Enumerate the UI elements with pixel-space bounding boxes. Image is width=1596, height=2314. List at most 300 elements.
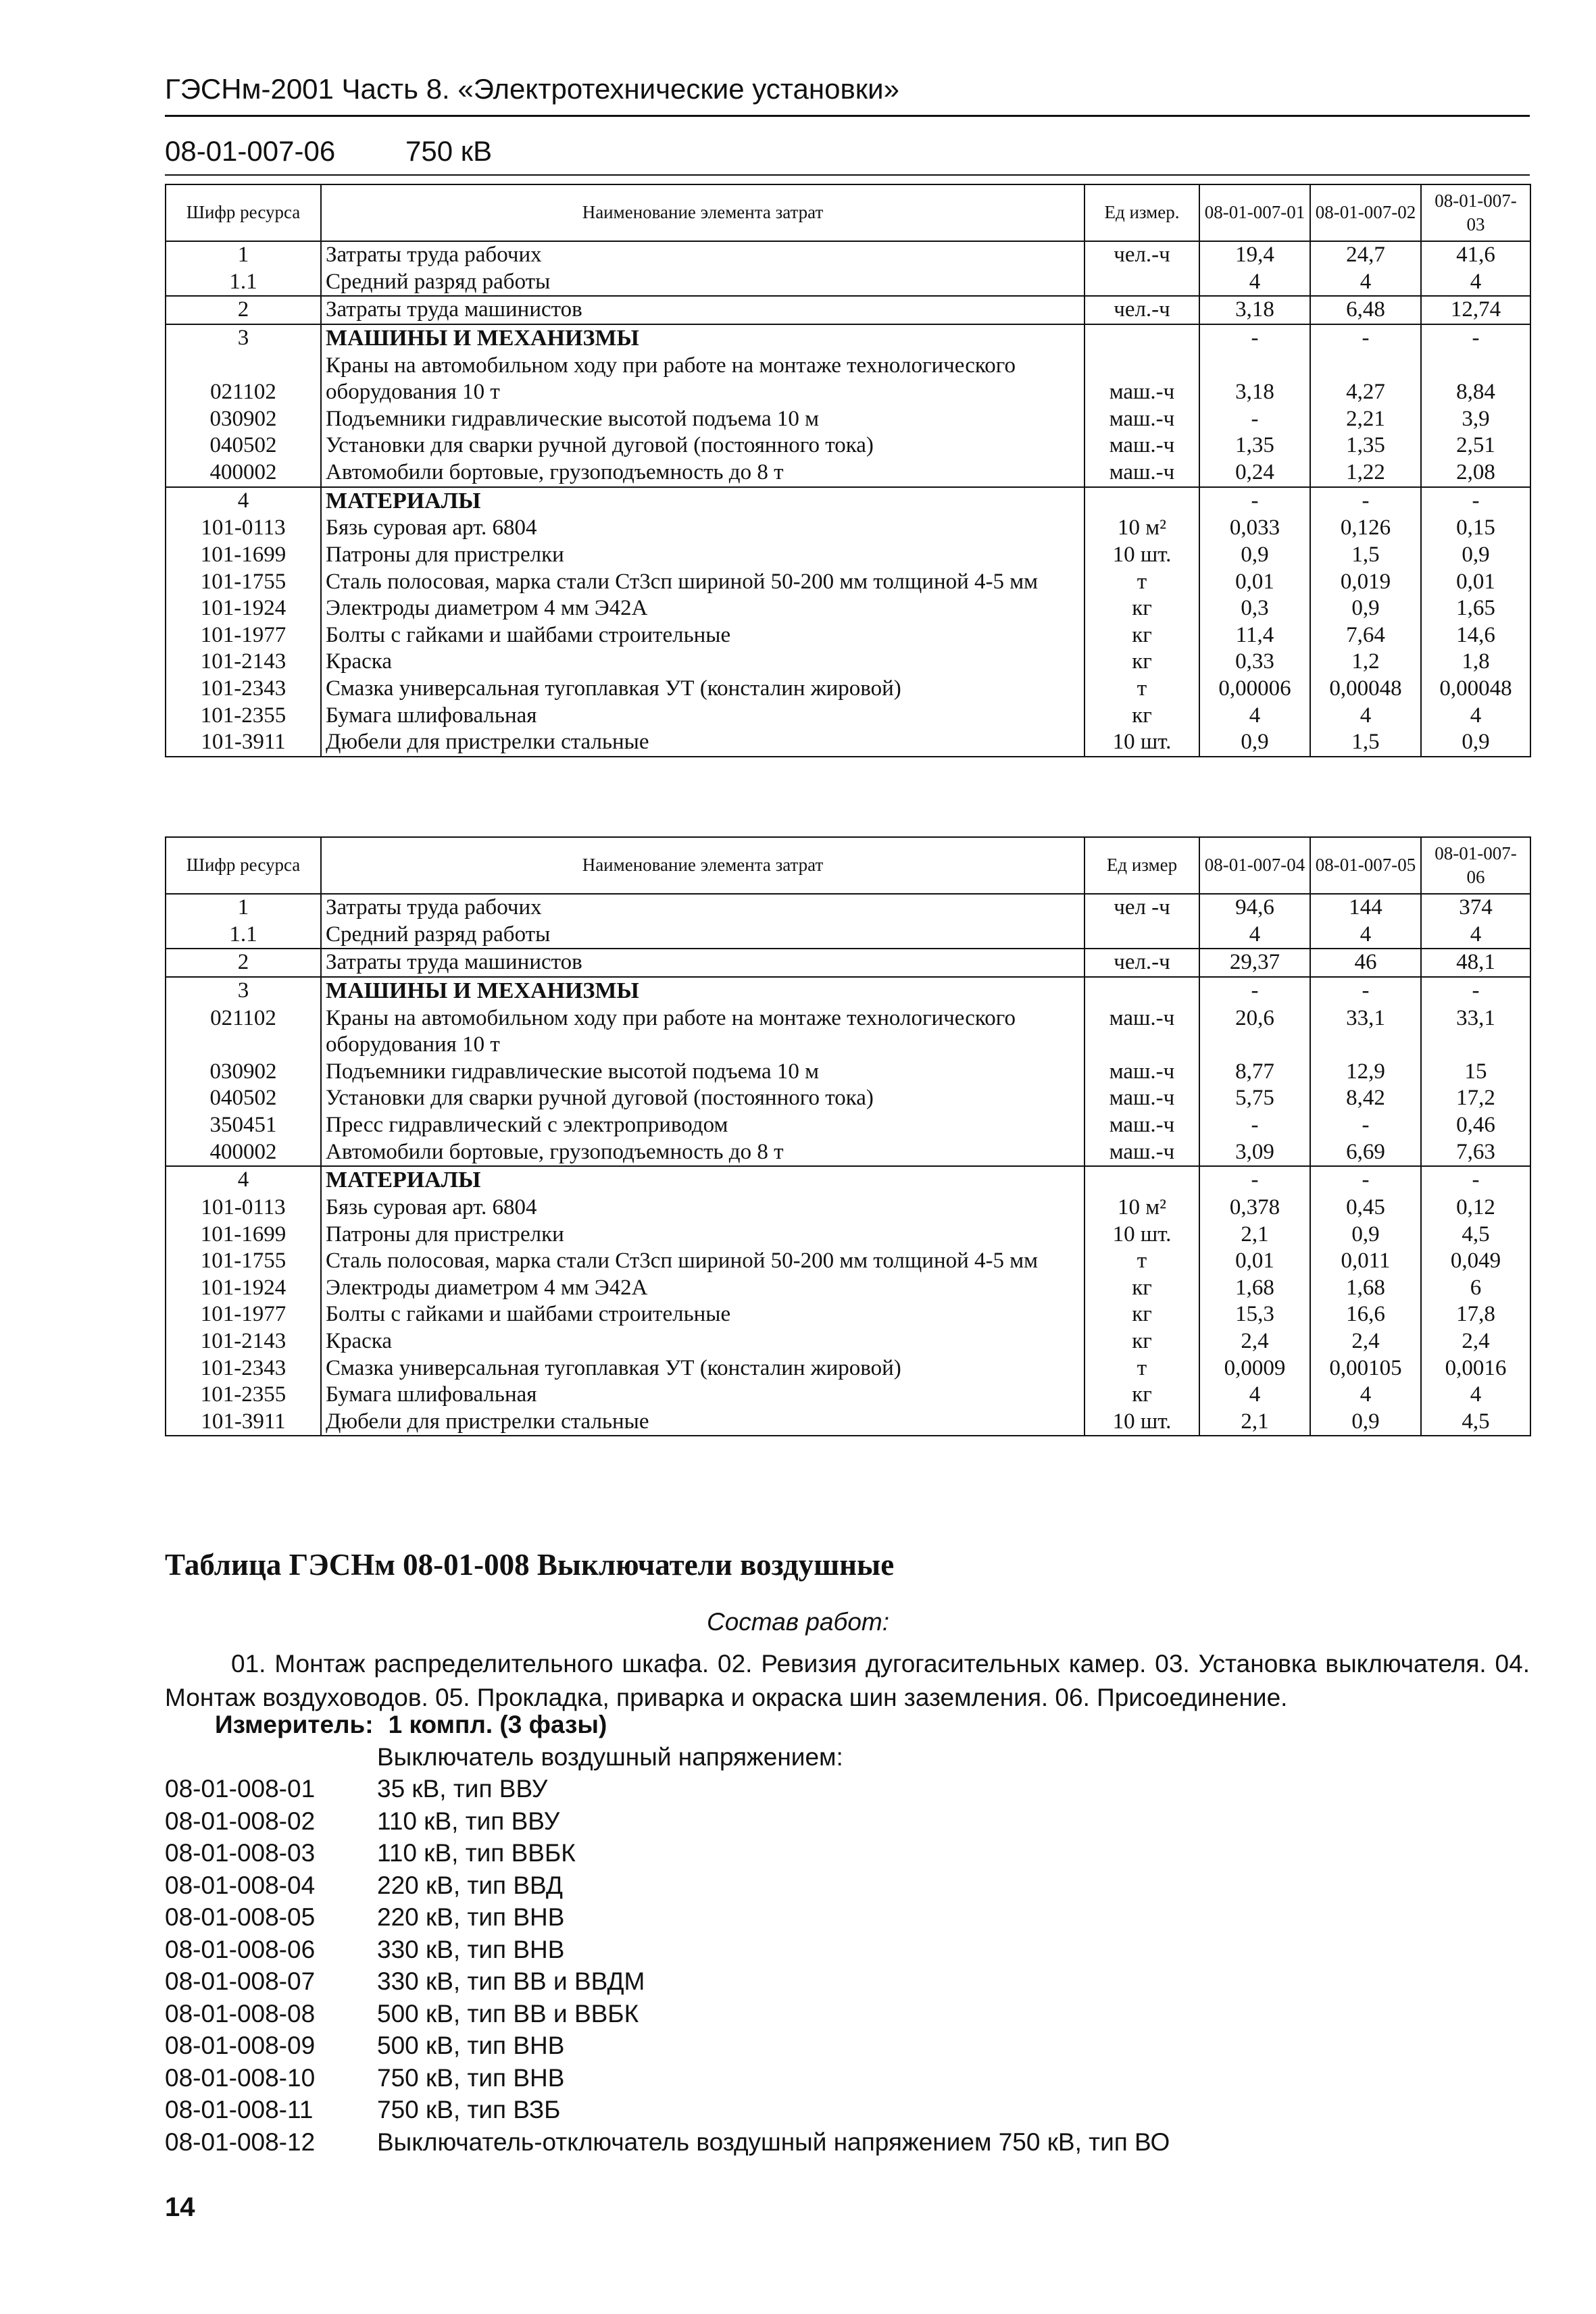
unit-cell <box>1084 1166 1199 1194</box>
cost-name-cell: Бумага шлифовальная <box>321 1382 1084 1409</box>
value-cell: 2,4 <box>1421 1328 1530 1355</box>
value-cell: 94,6 <box>1199 894 1310 922</box>
resource-code-cell: 101-1924 <box>166 595 321 622</box>
value-cell: - <box>1199 406 1310 433</box>
resource-code-cell: 101-1924 <box>166 1275 321 1302</box>
value-cell: 3,18 <box>1199 296 1310 324</box>
value-cell: 0,9 <box>1199 729 1310 757</box>
cost-name-cell: МАТЕРИАЛЫ <box>321 487 1084 515</box>
unit-cell: маш.-ч <box>1084 1005 1199 1059</box>
cost-name-cell: Автомобили бортовые, грузоподъемность до 8 т <box>321 459 1084 487</box>
subtable-voltage: 750 кВ <box>405 135 493 167</box>
list-item <box>165 1871 1170 1904</box>
cost-name-cell: Установки для сварки ручной дуговой (постоянного тока) <box>321 432 1084 459</box>
value-cell: 4,5 <box>1421 1222 1530 1249</box>
value-cell: 0,12 <box>1421 1194 1530 1222</box>
table-row <box>166 949 1530 977</box>
value-cell: - <box>1310 487 1421 515</box>
unit-cell: кг <box>1084 1382 1199 1409</box>
cost-name-cell: Краска <box>321 649 1084 676</box>
item-text: 110 кВ, тип ВВУ <box>377 1807 560 1835</box>
value-cell: 2,21 <box>1310 406 1421 433</box>
unit-cell: кг <box>1084 703 1199 730</box>
resource-code-cell: 101-1977 <box>166 622 321 649</box>
cost-name-cell: Краны на автомобильном ходу при работе на монтаже технологического оборудования 10 т <box>321 1005 1084 1059</box>
table-row <box>166 1275 1530 1302</box>
cost-name-cell: Затраты труда машинистов <box>321 949 1084 977</box>
item-code: 08-01-008-05 <box>165 1903 316 1931</box>
value-cell: 0,9 <box>1199 542 1310 569</box>
value-cell: 0,019 <box>1310 569 1421 596</box>
unit-cell: маш.-ч <box>1084 353 1199 406</box>
list-item <box>165 2000 1170 2032</box>
list-item <box>165 1936 1170 1968</box>
table-row <box>166 1248 1530 1275</box>
resource-code-cell: 101-1755 <box>166 1248 321 1275</box>
value-cell: 6,48 <box>1310 296 1421 324</box>
value-cell: 0,011 <box>1310 1248 1421 1275</box>
table-row <box>166 432 1530 459</box>
unit-cell: кг <box>1084 1328 1199 1355</box>
table-row <box>166 406 1530 433</box>
cost-name-cell: Краны на автомобильном ходу при работе на монтаже технологического оборудования 10 т <box>321 353 1084 406</box>
value-cell: - <box>1310 1112 1421 1139</box>
table-row <box>166 1194 1530 1222</box>
table-row <box>166 324 1530 353</box>
value-cell: 0,33 <box>1199 649 1310 676</box>
cost-name-cell: Смазка универсальная тугоплавкая УТ (консталин жировой) <box>321 676 1084 703</box>
cost-name-cell: МАШИНЫ И МЕХАНИЗМЫ <box>321 324 1084 353</box>
value-cell: 0,9 <box>1421 542 1530 569</box>
value-cell: - <box>1199 1112 1310 1139</box>
value-cell: 2,1 <box>1199 1222 1310 1249</box>
table-row <box>166 269 1530 297</box>
value-cell: 4 <box>1199 1382 1310 1409</box>
unit-cell <box>1084 977 1199 1005</box>
cost-name-cell: МАШИНЫ И МЕХАНИЗМЫ <box>321 977 1084 1005</box>
measurer-value: 1 компл. (3 фазы) <box>388 1711 607 1738</box>
value-cell: 16,6 <box>1310 1301 1421 1328</box>
cost-name-cell: Дюбели для пристрелки стальные <box>321 729 1084 757</box>
value-cell: 4 <box>1310 922 1421 949</box>
value-cell: 0,9 <box>1310 595 1421 622</box>
resource-code-cell: 101-1755 <box>166 569 321 596</box>
value-cell: 15,3 <box>1199 1301 1310 1328</box>
cost-name-cell: Средний разряд работы <box>321 922 1084 949</box>
resource-code-cell: 1 <box>166 894 321 922</box>
item-code: 08-01-008-06 <box>165 1935 316 1963</box>
unit-cell: маш.-ч <box>1084 1059 1199 1086</box>
table-row <box>166 459 1530 487</box>
table-row <box>166 1409 1530 1436</box>
value-cell: 1,8 <box>1421 649 1530 676</box>
unit-cell: маш.-ч <box>1084 459 1199 487</box>
value-cell: 8,84 <box>1421 353 1530 406</box>
value-cell: 4 <box>1421 922 1530 949</box>
value-cell: 1,68 <box>1199 1275 1310 1302</box>
table-row <box>166 1005 1530 1059</box>
list-item <box>165 2128 1170 2161</box>
resource-code-cell: 030902 <box>166 1059 321 1086</box>
value-cell: - <box>1421 487 1530 515</box>
value-cell: 0,24 <box>1199 459 1310 487</box>
cost-name-cell: Бязь суровая арт. 6804 <box>321 1194 1084 1222</box>
value-cell: 0,01 <box>1421 569 1530 596</box>
value-cell: 19,4 <box>1199 241 1310 269</box>
value-cell: 11,4 <box>1199 622 1310 649</box>
value-cell: 8,42 <box>1310 1085 1421 1112</box>
resource-code-cell: 101-2143 <box>166 649 321 676</box>
value-cell: 0,01 <box>1199 569 1310 596</box>
unit-cell: маш.-ч <box>1084 432 1199 459</box>
unit-cell: кг <box>1084 1301 1199 1328</box>
value-cell: 17,2 <box>1421 1085 1530 1112</box>
item-text: 110 кВ, тип ВВБК <box>377 1839 576 1867</box>
unit-cell: 10 м² <box>1084 1194 1199 1222</box>
cost-name-cell: Сталь полосовая, марка стали Ст3сп шириной 50-200 мм толщиной 4-5 мм <box>321 1248 1084 1275</box>
unit-cell <box>1084 324 1199 353</box>
value-cell: 46 <box>1310 949 1421 977</box>
value-cell: 6,69 <box>1310 1139 1421 1167</box>
cost-name-cell: Электроды диаметром 4 мм Э42А <box>321 595 1084 622</box>
value-cell: - <box>1199 1166 1310 1194</box>
cost-name-cell: Болты с гайками и шайбами строительные <box>321 622 1084 649</box>
value-cell: 1,35 <box>1199 432 1310 459</box>
value-cell: 1,2 <box>1310 649 1421 676</box>
table-row <box>166 676 1530 703</box>
value-cell: 1,68 <box>1310 1275 1421 1302</box>
value-cell: 48,1 <box>1421 949 1530 977</box>
cost-name-cell: Подъемники гидравлические высотой подъема 10 м <box>321 406 1084 433</box>
resource-code-cell: 021102 <box>166 353 321 406</box>
item-code: 08-01-008-01 <box>165 1775 316 1803</box>
value-cell: - <box>1310 324 1421 353</box>
table-row <box>166 1112 1530 1139</box>
header-norm-6: 08-01-007-06 <box>1421 837 1530 894</box>
cost-name-cell: Средний разряд работы <box>321 269 1084 297</box>
unit-cell: кг <box>1084 595 1199 622</box>
cost-name-cell: Дюбели для пристрелки стальные <box>321 1409 1084 1436</box>
unit-cell: 10 шт. <box>1084 1409 1199 1436</box>
value-cell: 0,9 <box>1310 1222 1421 1249</box>
value-cell: 5,75 <box>1199 1085 1310 1112</box>
value-cell: 1,22 <box>1310 459 1421 487</box>
header-resource-code: Шифр ресурса <box>166 184 321 241</box>
unit-cell: чел -ч <box>1084 894 1199 922</box>
table-row <box>166 649 1530 676</box>
table-row <box>166 542 1530 569</box>
resource-code-cell: 101-1699 <box>166 1222 321 1249</box>
cost-name-cell: Автомобили бортовые, грузоподъемность до 8 т <box>321 1139 1084 1167</box>
table-row <box>166 1301 1530 1328</box>
resource-code-cell: 101-3911 <box>166 729 321 757</box>
item-code: 08-01-008-08 <box>165 1999 316 2028</box>
value-cell: 0,00105 <box>1310 1355 1421 1382</box>
work-composition-text: 01. Монтаж распределительного шкафа. 02. Ревизия дугогасительных камер. 03. Установка выключателя. 04. Монтаж воздуховодов. 05. Прокладка, приварка и окраска шин заземления. 06. Присоединение. <box>165 1650 1530 1711</box>
value-cell: 0,378 <box>1199 1194 1310 1222</box>
resource-code-cell: 101-2355 <box>166 1382 321 1409</box>
cost-name-cell: Установки для сварки ручной дуговой (постоянного тока) <box>321 1085 1084 1112</box>
value-cell: 4 <box>1421 703 1530 730</box>
page-number: 14 <box>165 2192 195 2222</box>
header-norm-5: 08-01-007-05 <box>1310 837 1421 894</box>
value-cell: 33,1 <box>1421 1005 1530 1059</box>
item-text: 220 кВ, тип ВНВ <box>377 1903 565 1931</box>
header-unit: Ед измер. <box>1084 184 1199 241</box>
resource-code-cell: 040502 <box>166 1085 321 1112</box>
resource-code-cell: 3 <box>166 977 321 1005</box>
item-text: 330 кВ, тип ВВ и ВВДМ <box>377 1967 645 1995</box>
item-text: 35 кВ, тип ВВУ <box>377 1775 548 1803</box>
cost-name-cell: Смазка универсальная тугоплавкая УТ (консталин жировой) <box>321 1355 1084 1382</box>
resource-code-cell: 4 <box>166 487 321 515</box>
unit-cell: 10 шт. <box>1084 542 1199 569</box>
value-cell: 2,51 <box>1421 432 1530 459</box>
value-cell: 0,033 <box>1199 515 1310 542</box>
table-row <box>166 1355 1530 1382</box>
cost-name-cell: Пресс гидравлический с электроприводом <box>321 1112 1084 1139</box>
value-cell: - <box>1310 1166 1421 1194</box>
value-cell: - <box>1421 977 1530 1005</box>
value-cell: 2,4 <box>1310 1328 1421 1355</box>
item-text: 330 кВ, тип ВНВ <box>377 1935 565 1963</box>
unit-cell: т <box>1084 676 1199 703</box>
header-resource-code: Шифр ресурса <box>166 837 321 894</box>
value-cell: 0,45 <box>1310 1194 1421 1222</box>
unit-cell <box>1084 269 1199 297</box>
table-row <box>166 1328 1530 1355</box>
header-norm-1: 08-01-007-01 <box>1199 184 1310 241</box>
value-cell: - <box>1199 324 1310 353</box>
value-cell: 0,9 <box>1310 1409 1421 1436</box>
value-cell: 4,27 <box>1310 353 1421 406</box>
value-cell: 7,64 <box>1310 622 1421 649</box>
item-code: 08-01-008-10 <box>165 2063 316 2092</box>
value-cell: 12,74 <box>1421 296 1530 324</box>
resource-table-2 <box>165 836 1531 1436</box>
cost-name-cell: Электроды диаметром 4 мм Э42А <box>321 1275 1084 1302</box>
resource-code-cell: 2 <box>166 949 321 977</box>
value-cell: 0,01 <box>1199 1248 1310 1275</box>
value-cell: 12,9 <box>1310 1059 1421 1086</box>
unit-cell: т <box>1084 1355 1199 1382</box>
value-cell: 33,1 <box>1310 1005 1421 1059</box>
table-row <box>166 1139 1530 1167</box>
resource-code-cell: 101-1977 <box>166 1301 321 1328</box>
resource-code-cell: 021102 <box>166 1005 321 1059</box>
measurer <box>215 1711 607 1739</box>
resource-table-1 <box>165 184 1531 757</box>
item-text: 750 кВ, тип ВЗБ <box>377 2096 561 2123</box>
value-cell: 1,35 <box>1310 432 1421 459</box>
value-cell: - <box>1199 487 1310 515</box>
section-title: Таблица ГЭСНм 08-01-008 Выключатели воздушные <box>165 1548 895 1582</box>
value-cell: 14,6 <box>1421 622 1530 649</box>
item-code: 08-01-008-09 <box>165 2032 316 2059</box>
table-row <box>166 894 1530 922</box>
value-cell: 1,5 <box>1310 729 1421 757</box>
value-cell: 4 <box>1310 269 1421 297</box>
value-cell: 0,0016 <box>1421 1355 1530 1382</box>
cost-name-cell: Подъемники гидравлические высотой подъема 10 м <box>321 1059 1084 1086</box>
cost-name-cell: Болты с гайками и шайбами строительные <box>321 1301 1084 1328</box>
value-cell: 0,3 <box>1199 595 1310 622</box>
page-header-title: ГЭСНм-2001 Часть 8. «Электротехнические установки» <box>165 73 899 105</box>
table-row <box>166 1166 1530 1194</box>
value-cell: - <box>1421 1166 1530 1194</box>
header-norm-2: 08-01-007-02 <box>1310 184 1421 241</box>
table-row <box>166 977 1530 1005</box>
cost-name-cell: Патроны для пристрелки <box>321 1222 1084 1249</box>
cost-name-cell: Затраты труда машинистов <box>321 296 1084 324</box>
resource-code-cell: 2 <box>166 296 321 324</box>
cost-name-cell: Затраты труда рабочих <box>321 894 1084 922</box>
items-intro: Выключатель воздушный напряжением: <box>377 1743 843 1771</box>
unit-cell: чел.-ч <box>1084 241 1199 269</box>
header-norm-4: 08-01-007-04 <box>1199 837 1310 894</box>
value-cell: 7,63 <box>1421 1139 1530 1167</box>
value-cell: 3,09 <box>1199 1139 1310 1167</box>
resource-code-cell: 101-2343 <box>166 1355 321 1382</box>
list-item <box>165 1807 1170 1840</box>
subtable-code: 08-01-007-06 <box>165 135 336 167</box>
value-cell: 3,9 <box>1421 406 1530 433</box>
work-composition-caption: Состав работ: <box>706 1608 890 1636</box>
value-cell: 4 <box>1199 703 1310 730</box>
cost-name-cell: Сталь полосовая, марка стали Ст3сп шириной 50-200 мм толщиной 4-5 мм <box>321 569 1084 596</box>
subheader-divider <box>165 174 1530 176</box>
list-item <box>165 1903 1170 1936</box>
item-text: Выключатель-отключатель воздушный напряжением 750 кВ, тип ВО <box>377 2128 1170 2156</box>
item-text: 750 кВ, тип ВНВ <box>377 2063 565 2092</box>
table-row <box>166 729 1530 757</box>
list-item <box>165 2064 1170 2096</box>
unit-cell: маш.-ч <box>1084 1139 1199 1167</box>
unit-cell: кг <box>1084 1275 1199 1302</box>
value-cell: 8,77 <box>1199 1059 1310 1086</box>
item-code: 08-01-008-07 <box>165 1967 316 1995</box>
value-cell: 0,9 <box>1421 729 1530 757</box>
value-cell: 2,08 <box>1421 459 1530 487</box>
table-row <box>166 1222 1530 1249</box>
resource-code-cell: 350451 <box>166 1112 321 1139</box>
value-cell: 4 <box>1310 703 1421 730</box>
resource-code-cell: 101-2143 <box>166 1328 321 1355</box>
unit-cell: 10 шт. <box>1084 729 1199 757</box>
value-cell: 2,4 <box>1199 1328 1310 1355</box>
header-unit: Ед измер <box>1084 837 1199 894</box>
value-cell: 4 <box>1310 1382 1421 1409</box>
header-norm-3: 08-01-007-03 <box>1421 184 1530 241</box>
table-row <box>166 353 1530 406</box>
value-cell: - <box>1199 977 1310 1005</box>
value-cell: 15 <box>1421 1059 1530 1086</box>
item-code: 08-01-008-03 <box>165 1839 316 1867</box>
unit-cell: кг <box>1084 622 1199 649</box>
table-row <box>166 703 1530 730</box>
unit-cell: маш.-ч <box>1084 1085 1199 1112</box>
cost-name-cell: Краска <box>321 1328 1084 1355</box>
value-cell: 144 <box>1310 894 1421 922</box>
resource-code-cell: 101-0113 <box>166 515 321 542</box>
item-code: 08-01-008-04 <box>165 1871 316 1899</box>
items-list <box>165 1775 1170 2160</box>
resource-code-cell: 040502 <box>166 432 321 459</box>
item-text: 500 кВ, тип ВНВ <box>377 2032 565 2059</box>
header-divider <box>165 115 1530 117</box>
unit-cell <box>1084 487 1199 515</box>
cost-name-cell: Бумага шлифовальная <box>321 703 1084 730</box>
list-item <box>165 2032 1170 2064</box>
resource-code-cell: 1.1 <box>166 269 321 297</box>
value-cell: 0,0009 <box>1199 1355 1310 1382</box>
resource-code-cell: 1 <box>166 241 321 269</box>
resource-code-cell: 1.1 <box>166 922 321 949</box>
unit-cell: маш.-ч <box>1084 406 1199 433</box>
measurer-label: Измеритель: <box>215 1711 374 1738</box>
value-cell: 0,00048 <box>1310 676 1421 703</box>
list-item <box>165 1775 1170 1807</box>
list-item <box>165 1839 1170 1871</box>
cost-name-cell: Затраты труда рабочих <box>321 241 1084 269</box>
header-cost-name: Наименование элемента затрат <box>321 837 1084 894</box>
list-item <box>165 1967 1170 2000</box>
resource-code-cell: 101-1699 <box>166 542 321 569</box>
value-cell: 4,5 <box>1421 1409 1530 1436</box>
value-cell: 2,1 <box>1199 1409 1310 1436</box>
resource-code-cell: 3 <box>166 324 321 353</box>
value-cell: 17,8 <box>1421 1301 1530 1328</box>
value-cell: 0,126 <box>1310 515 1421 542</box>
value-cell: 0,049 <box>1421 1248 1530 1275</box>
header-cost-name: Наименование элемента затрат <box>321 184 1084 241</box>
table-row <box>166 1059 1530 1086</box>
table-row <box>166 241 1530 269</box>
table-row <box>166 569 1530 596</box>
value-cell: 0,00006 <box>1199 676 1310 703</box>
table-row <box>166 922 1530 949</box>
table-row <box>166 595 1530 622</box>
cost-name-cell: Патроны для пристрелки <box>321 542 1084 569</box>
value-cell: 29,37 <box>1199 949 1310 977</box>
unit-cell: т <box>1084 1248 1199 1275</box>
table-row <box>166 1382 1530 1409</box>
unit-cell: кг <box>1084 649 1199 676</box>
resource-code-cell: 101-0113 <box>166 1194 321 1222</box>
table-row <box>166 515 1530 542</box>
cost-name-cell: Бязь суровая арт. 6804 <box>321 515 1084 542</box>
unit-cell: маш.-ч <box>1084 1112 1199 1139</box>
value-cell: 374 <box>1421 894 1530 922</box>
value-cell: 0,15 <box>1421 515 1530 542</box>
resource-code-cell: 101-2355 <box>166 703 321 730</box>
unit-cell: чел.-ч <box>1084 296 1199 324</box>
value-cell: 20,6 <box>1199 1005 1310 1059</box>
table-row <box>166 487 1530 515</box>
value-cell: 0,00048 <box>1421 676 1530 703</box>
unit-cell: т <box>1084 569 1199 596</box>
unit-cell <box>1084 922 1199 949</box>
value-cell: 3,18 <box>1199 353 1310 406</box>
value-cell: 4 <box>1199 269 1310 297</box>
resource-code-cell: 4 <box>166 1166 321 1194</box>
item-code: 08-01-008-12 <box>165 2128 316 2156</box>
resource-code-cell: 400002 <box>166 459 321 487</box>
value-cell: 24,7 <box>1310 241 1421 269</box>
unit-cell: 10 м² <box>1084 515 1199 542</box>
resource-code-cell: 101-2343 <box>166 676 321 703</box>
table-row <box>166 1085 1530 1112</box>
